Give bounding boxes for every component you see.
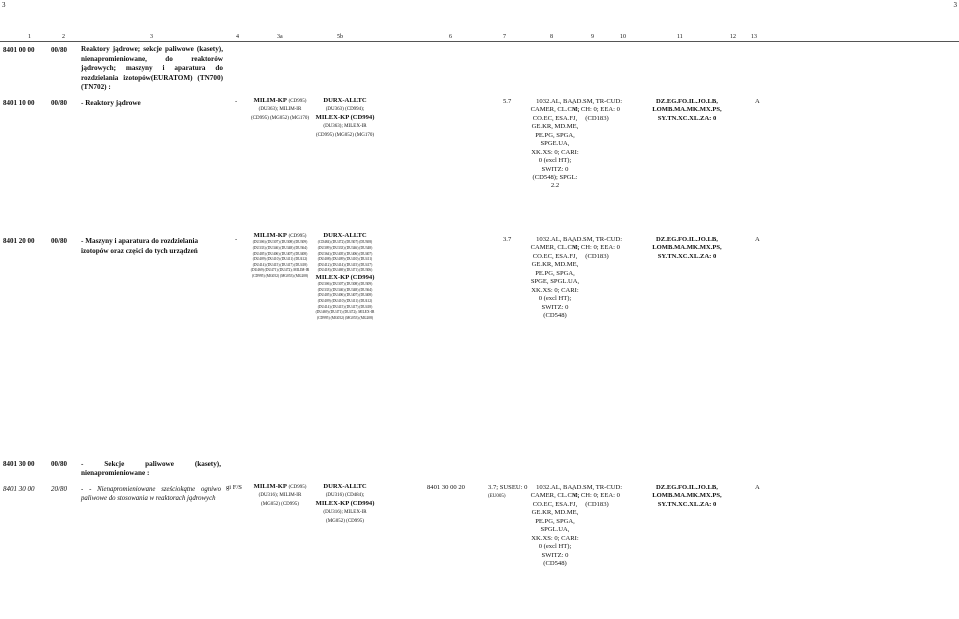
row3-description: - Sekcje paliwowe (kasety), nienapromieniowane : [81, 460, 221, 478]
header-col-11: 11 [677, 34, 683, 40]
row4-durx-alltc: DURX-ALLTC [323, 483, 367, 490]
row4-milim-kp: MILIM-KP [253, 483, 287, 490]
row1-milim-kp: MILIM-KP [253, 97, 287, 104]
row4-description: - - Nienapromieniowane sześciokątne ogniwo paliwowe do stosowania w reaktorach jądrowych [81, 486, 221, 503]
row2-durx-alltc: DURX-ALLTC [323, 232, 367, 239]
header-col-6: 6 [449, 34, 452, 40]
row1-milim-ir-codes: (CD995) (MG052) (MG170) [250, 115, 310, 121]
row2-col13: A [755, 236, 760, 243]
header-col-7: 7 [503, 34, 506, 40]
row2-col5b [312, 232, 378, 321]
row4-milim-ir: (DU316); MILIM-IR [258, 493, 302, 499]
row1-col3a [248, 97, 312, 122]
row4-col11: DZ.EG.FO.IL.JO.LB, LOMB.MA.MK.MX.PS, SY.TN.XC.XL.ZA: 0 [652, 484, 722, 508]
row4-milim-ir-codes: (MG052) (CD995) [261, 501, 299, 507]
page-number-left: 3 [2, 1, 6, 9]
row4-milim-kp-footnote: (CD995) [288, 485, 307, 490]
row2-code: 8401 20 00 [3, 237, 35, 245]
row4-durx-codes: (DU316) (CD484); [325, 493, 365, 499]
row1-col13: A [755, 98, 760, 105]
row1-milim-kp-footnote: (CD995) [288, 99, 307, 104]
row4-col4: gi F/S [226, 484, 242, 491]
row2-milim-codes: (DU306) (DU307) (DU308) (DU309) (DU333) (DU346) (DU348) (DU364) (DU405) (DU406) (DU407) (DU408) (DU409) (DU410) (DU411) (DU412) (DU414) (DU415) (DU417) (DU418) (DU469) (DU471) (DU472); MILIM-IR (CD995) (MG052) (MG053) (MG208) [250, 240, 310, 278]
row2-milim-kp: MILIM-KP [253, 232, 287, 239]
row1-subcode: 00/80 [51, 99, 67, 107]
row4-milex-kp: MILEX-KP (CD994) [315, 499, 375, 507]
row4-col7-rate: 3.7; SUSEU: 0 [488, 484, 528, 491]
header-col-13: 13 [751, 34, 757, 40]
row3-code: 8401 30 00 [3, 460, 35, 468]
row1-col8: 1032.AL, BA, CAMER, CL.CM, CO.EC, ESA.FJ, GE.KR, MD.ME, PE.PG, SPGA, SPGE.UA, XK.XS: 0; CARI: 0 (excl HT); SWITZ: 0 (CD548); SPGL: 2.2 [530, 98, 580, 190]
row2-col8: 1032.AL, BA, CAMER, CL.CM, CO.EC, ESA.FJ, GE.KR, MD.ME, PE.PG, SPGA, SPGE, SPGL.UA, XK.XS: 0; CARI: 0 (excl HT); SWITZ: 0 (CD548) [530, 236, 580, 319]
header-col-2: 2 [62, 34, 65, 40]
row1-col9: AD.SM, TR-CUD: 0; CH: 0; EEA: 0 (CD183) [571, 98, 623, 122]
row1-col7: 5.7 [503, 98, 512, 105]
row4-code: 8401 30 00 [3, 485, 35, 493]
row1-description: - Reaktory jądrowe [81, 99, 141, 107]
row2-col9: AD.SM, TR-CUD: 0; CH: 0; EEA: 0 (CD183) [571, 236, 623, 260]
row2-col4: - [235, 236, 238, 243]
row2-milim-kp-footnote: (CD995) [288, 234, 307, 239]
row4-milex-ir: (DU316); MILEX-IR [323, 510, 367, 516]
header-col-12: 12 [730, 34, 736, 40]
row4-col7-footnote: (EU005) [488, 494, 506, 500]
header-col-10: 10 [620, 34, 626, 40]
row1-durx-alltc: DURX-ALLTC [323, 97, 367, 104]
header-col-4: 4 [236, 34, 239, 40]
header-col-8: 8 [550, 34, 553, 40]
row4-milex-ir-codes: (MG052) (CD995) [326, 518, 364, 524]
row4-col6: 8401 30 00 20 [427, 484, 465, 491]
row1-milex-ir-codes: (CD995) (MG052) (MG170) [315, 132, 375, 138]
row2-durx-codes: (CD484) (DU472) (DU307) (DU308) (DU309) (DU333) (DU346) (DU348) (DU364) (DU405) (DU406) (DU407) (DU408) (DU409) (DU410) (DU411) (DU412) (DU414) (DU415) (DU417) (DU418) (DU469) (DU471) (DU306) [317, 240, 373, 273]
row1-col4: - [235, 98, 238, 105]
row0-subcode: 00/80 [51, 46, 67, 54]
row1-milex-kp: MILEX-KP (CD994) [315, 113, 375, 121]
row1-col5b [310, 97, 380, 139]
row2-milex-kp: MILEX-KP (CD994) [315, 273, 375, 281]
row2-subcode: 00/80 [51, 237, 67, 245]
row4-col3a [248, 483, 312, 508]
header-divider [0, 41, 959, 42]
row1-col11: DZ.EG.FO.IL.JO.LB, LOMB.MA.MK.MX.PS, SY.TN.XC.XL.ZA: 0 [652, 98, 722, 122]
row4-col9: AD.SM, TR-CUD: 0; CH: 0; EEA: 0 (CD183) [571, 484, 623, 508]
row2-milex-codes: (DU306) (DU307) (DU308) (DU309) (DU333) (DU346) (DU348) (DU364) (DU405) (DU406) (DU407) (DU408) (DU409) (DU410) (DU411) (DU412) (DU414) (DU415) (DU417) (DU418) (DU469) (DU471) (DU472); MILEX-IR (CD995) (MG052) (MG053) (MG208) [315, 282, 375, 320]
header-col-3a: 3a [277, 34, 283, 40]
row2-col7: 3.7 [503, 236, 512, 243]
page-number-right: 3 [953, 1, 957, 9]
row0-description: Reaktory jądrowe; sekcje paliwowe (kasety), nienapromieniowane, do reaktorów jądrowych; maszyny i aparatura do rozdzielania izotopów(EURATOM) (TN700) (TN702) : [81, 45, 223, 91]
row4-subcode: 20/80 [51, 485, 67, 493]
row0-code: 8401 00 00 [3, 46, 35, 54]
row1-code: 8401 10 00 [3, 99, 35, 107]
header-col-9: 9 [591, 34, 594, 40]
row2-col3a [248, 232, 312, 279]
row4-col13: A [755, 484, 760, 491]
row2-description: - Maszyny i aparatura do rozdzielania izotopów oraz części do tych urządzeń [81, 237, 199, 255]
row2-col11: DZ.EG.FO.IL.JO.LB, LOMB.MA.MK.MX.PS, SY.TN.XC.XL.ZA: 0 [652, 236, 722, 260]
row4-col8: 1032.AL, BA, CAMER, CL.CM, CO.EC, ESA.FJ, GE.KR, MD.ME, PE.PG, SPGA, SPGL.UA, XK.XS: 0; CARI: 0 (excl HT); SWITZ: 0 (CD548) [530, 484, 580, 567]
header-col-5b: 5b [337, 34, 343, 40]
header-col-3: 3 [150, 34, 153, 40]
row1-milex-ir: (DU363); MILEX-IR [323, 124, 367, 130]
header-col-1: 1 [28, 34, 31, 40]
row4-col7 [488, 484, 527, 501]
row1-milim-ir: (DU363); MILIM-IR [258, 107, 302, 113]
row3-subcode: 00/80 [51, 460, 67, 468]
row1-durx-codes: (DU363) (CD994); [325, 107, 365, 113]
row4-col5b [310, 483, 380, 525]
